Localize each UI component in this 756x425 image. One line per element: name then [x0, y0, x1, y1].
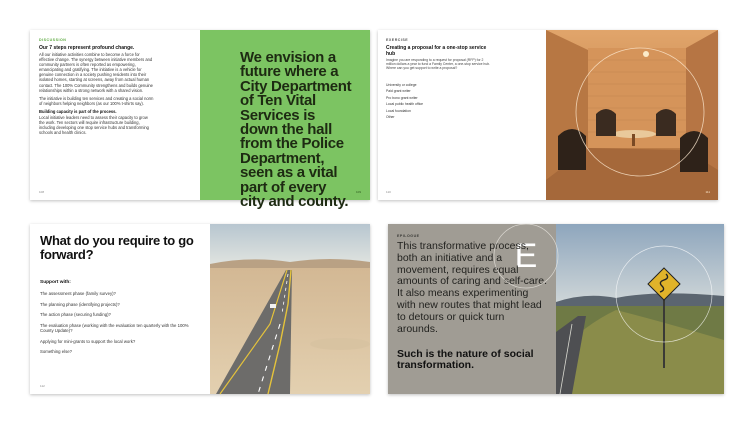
section-label: EXERCISE [386, 38, 409, 42]
spread-exercise [378, 30, 718, 200]
section-label: DISCUSSION [39, 38, 67, 42]
spread-discussion [30, 30, 370, 211]
page-right-green [200, 30, 370, 211]
spread-epilogue [388, 224, 724, 394]
list-item: The assessment phase (family survey)? [40, 291, 116, 296]
list-item: Other [386, 115, 395, 120]
body-text [39, 52, 154, 138]
paragraph: Local initiative leaders need to assess their capacity to grow the work. Ten sectors will require infrastructure building, including developing one stop service hubs and transforming schools and health clinics. [39, 115, 149, 136]
page-heading: What do you require to go forward? [40, 233, 194, 262]
pull-quote: We envision a future where a City Department of Ten Vital Services is down the hall from the Police Department, seen as a vital part of every city and county. [240, 49, 352, 211]
list-item: University or college [386, 83, 417, 87]
intro-text: Imagine you are responding to a request for proposal (RFP) for 2 million dollars a year to fund a Family Center, a one-stop service hub. Where can you get support to write a proposal? [386, 58, 491, 71]
list-item: Pro bono grant writer [386, 95, 418, 100]
list-item: Local foundation [386, 108, 411, 113]
list-item: Applying for mini-grants to support the local work? [40, 338, 136, 344]
page-number: 111 [705, 190, 710, 194]
paragraph: All our initiative activities combine to become a force for effective change. The synergy between initiative members and community partners is often reported as empowering, emancipating and gratifying. The initiative is a vehicle for genuine connection in a society pushing residents into their isolated homes, starting at screens, away from actual human contact. The 100% Community strengthens and builds genuine relationships within a strong network with a shared vision. [39, 52, 153, 93]
epilogue-closing: Such is the nature of social transformation. [397, 348, 534, 372]
paragraph: The initiative is building ten services and creating a social norm of neighbors helping neighbors (as our 100% t-shirts say). [39, 95, 154, 106]
list-item: The evaluation phase (working with the evaluation ten quarterly with the 100% County Update)? [40, 322, 189, 334]
section-label: EPILOGUE [397, 234, 420, 238]
spread-go-forward [30, 224, 370, 394]
page-heading: Creating a proposal for a one-stop service hub [386, 45, 487, 57]
drop-letter: E [514, 237, 538, 275]
page-heading: Our 7 steps represent profound change. [39, 45, 135, 51]
support-list [40, 291, 190, 360]
epilogue-paragraph: This transformative process, both an initiative and a movement, requires equal amounts of caring and self-care. It also means experimenting with new routes that might lead to detours or quick turn arounds. [397, 240, 547, 335]
overlay-circle [388, 224, 724, 394]
lounge-photo [546, 30, 718, 200]
list-item: The action phase (securing funding)? [40, 312, 111, 318]
desert-road-photo [210, 224, 370, 394]
page-number: 108 [39, 190, 45, 194]
subheading: Building capacity is part of the process. [39, 108, 117, 114]
page-number: 109 [355, 190, 361, 194]
subheading: Support with: [40, 280, 71, 285]
option-list [386, 82, 496, 120]
page-number: 110 [386, 190, 391, 194]
page-left [30, 224, 210, 394]
list-item: The planning phase (identifying projects)? [40, 301, 120, 307]
list-item: Local public health office [386, 102, 424, 107]
page-left [378, 30, 546, 200]
photo-desert-road [210, 224, 370, 394]
page-left [30, 30, 200, 200]
page-number: 112 [40, 384, 45, 388]
list-item: Something else? [40, 349, 73, 355]
list-item: Paid grant writer [386, 89, 411, 94]
photo-lounge-chairs [546, 30, 718, 200]
